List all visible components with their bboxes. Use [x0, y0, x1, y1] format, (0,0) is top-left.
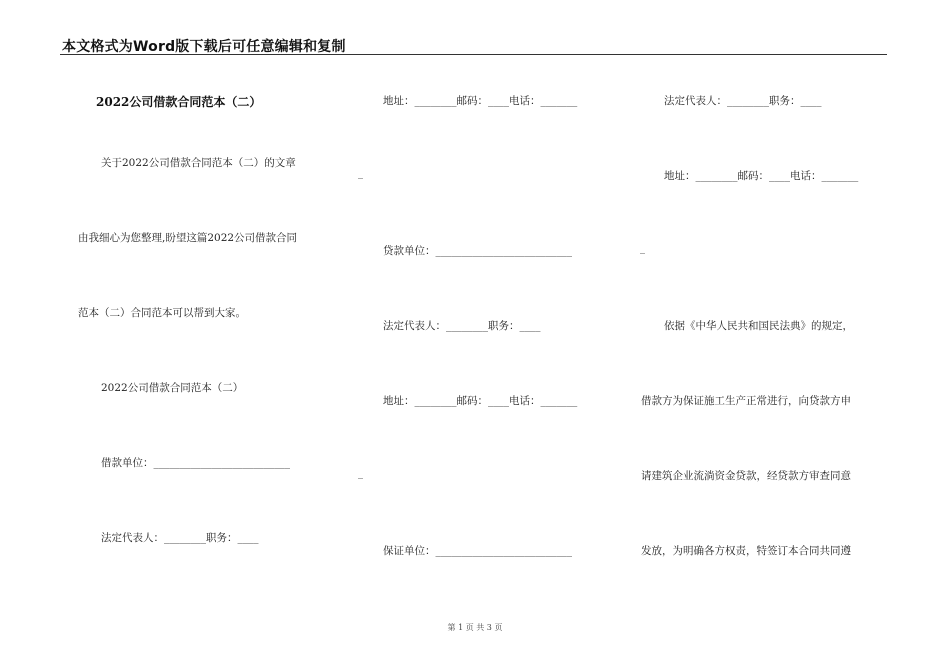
address-field: 地址：________邮码：____电话：_______ — [664, 170, 859, 182]
legal-representative-field: 法定代表人：________职务：____ — [383, 320, 541, 332]
legal-representative-field: 法定代表人：________职务：____ — [101, 532, 259, 544]
borrower-field: 借款单位：__________________________ — [101, 457, 290, 469]
stray-mark: _ — [640, 243, 645, 254]
lender-field: 贷款单位：__________________________ — [383, 245, 572, 257]
paragraph-line: 依据《中华人民共和国民法典》的规定， — [664, 320, 853, 332]
legal-representative-field: 法定代表人：________职务：____ — [664, 95, 822, 107]
paragraph-line: 范本（二）合同范本可以帮到大家。 — [78, 307, 246, 319]
header-title: 本文格式为Word版下载后可任意编辑和复制 — [62, 39, 346, 55]
stray-mark: _ — [358, 468, 363, 479]
paragraph-line: 借款方为保证施工生产正常进行，向贷款方申 — [641, 395, 851, 407]
paragraph-line: 发放，为明确各方权责，特签订本合同共同遵 — [641, 545, 851, 557]
address-field: 地址：________邮码：____电话：_______ — [383, 95, 578, 107]
section-heading: 2022公司借款合同范本（二） — [101, 382, 244, 394]
paragraph-line: 由我细心为您整理,盼望这篇2022公司借款合同 — [78, 232, 298, 244]
header-divider — [60, 54, 887, 55]
address-field: 地址：________邮码：____电话：_______ — [383, 395, 578, 407]
guarantor-field: 保证单位：__________________________ — [383, 545, 572, 557]
document-title: 2022公司借款合同范本（二） — [96, 95, 262, 109]
paragraph-line: 请建筑企业流淌资金贷款，经贷款方审查同意 — [641, 470, 851, 482]
stray-mark: _ — [358, 168, 363, 179]
page-number: 第 1 页 共 3 页 — [447, 623, 503, 632]
paragraph-line: 关于2022公司借款合同范本（二）的文章 — [101, 157, 296, 169]
